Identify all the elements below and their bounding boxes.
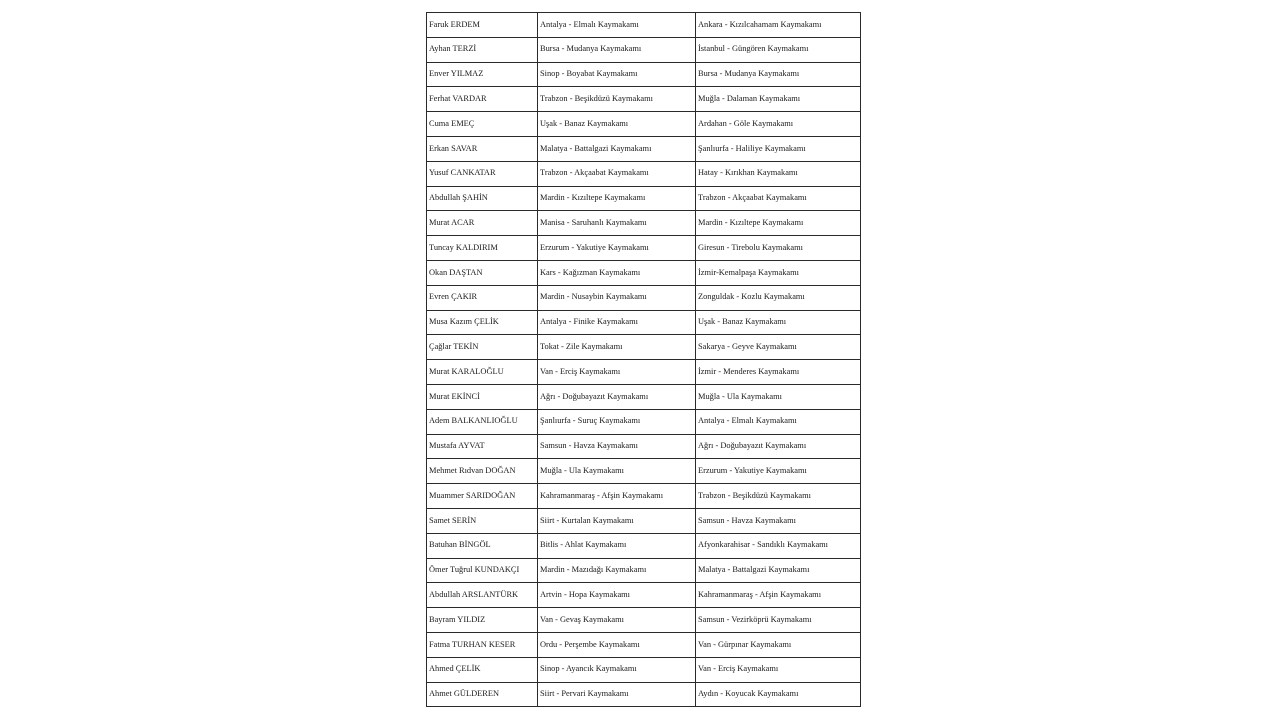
new-post-cell: Kahramanmaraş - Afşin Kaymakamı <box>696 583 861 608</box>
previous-post-cell: Muğla - Ula Kaymakamı <box>538 459 696 484</box>
table-row <box>427 335 861 360</box>
previous-post-cell: Van - Erciş Kaymakamı <box>538 360 696 385</box>
previous-post-cell: Şanlıurfa - Suruç Kaymakamı <box>538 409 696 434</box>
table-row <box>427 583 861 608</box>
person-name-cell: Enver YILMAZ <box>427 62 538 87</box>
table-row <box>427 409 861 434</box>
table-row <box>427 62 861 87</box>
new-post-cell: Muğla - Dalaman Kaymakamı <box>696 87 861 112</box>
new-post-cell: Trabzon - Beşikdüzü Kaymakamı <box>696 484 861 509</box>
new-post-cell: Van - Gürpınar Kaymakamı <box>696 632 861 657</box>
new-post-cell: Van - Erciş Kaymakamı <box>696 657 861 682</box>
previous-post-cell: Antalya - Finike Kaymakamı <box>538 310 696 335</box>
previous-post-cell: Kahramanmaraş - Afşin Kaymakamı <box>538 484 696 509</box>
new-post-cell: Antalya - Elmalı Kaymakamı <box>696 409 861 434</box>
new-post-cell: İstanbul - Güngören Kaymakamı <box>696 37 861 62</box>
table-row <box>427 112 861 137</box>
table-row <box>427 533 861 558</box>
table-row <box>427 285 861 310</box>
previous-post-cell: Manisa - Saruhanlı Kaymakamı <box>538 211 696 236</box>
previous-post-cell: Trabzon - Beşikdüzü Kaymakamı <box>538 87 696 112</box>
person-name-cell: Murat KARALOĞLU <box>427 360 538 385</box>
table-row <box>427 508 861 533</box>
new-post-cell: Trabzon - Akçaabat Kaymakamı <box>696 186 861 211</box>
table-row <box>427 608 861 633</box>
previous-post-cell: Antalya - Elmalı Kaymakamı <box>538 13 696 38</box>
person-name-cell: Musa Kazım ÇELİK <box>427 310 538 335</box>
person-name-cell: Batuhan BİNGÖL <box>427 533 538 558</box>
table-row <box>427 484 861 509</box>
new-post-cell: Erzurum - Yakutiye Kaymakamı <box>696 459 861 484</box>
person-name-cell: Cuma EMEÇ <box>427 112 538 137</box>
person-name-cell: Abdullah ŞAHİN <box>427 186 538 211</box>
person-name-cell: Evren ÇAKIR <box>427 285 538 310</box>
person-name-cell: Murat ACAR <box>427 211 538 236</box>
person-name-cell: Mehmet Rıdvan DOĞAN <box>427 459 538 484</box>
previous-post-cell: Ordu - Perşembe Kaymakamı <box>538 632 696 657</box>
person-name-cell: Ayhan TERZİ <box>427 37 538 62</box>
previous-post-cell: Sinop - Ayancık Kaymakamı <box>538 657 696 682</box>
new-post-cell: Malatya - Battalgazi Kaymakamı <box>696 558 861 583</box>
person-name-cell: Tuncay KALDIRIM <box>427 236 538 261</box>
table-row <box>427 260 861 285</box>
previous-post-cell: Mardin - Nusaybin Kaymakamı <box>538 285 696 310</box>
new-post-cell: Bursa - Mudanya Kaymakamı <box>696 62 861 87</box>
new-post-cell: Samsun - Havza Kaymakamı <box>696 508 861 533</box>
previous-post-cell: Trabzon - Akçaabat Kaymakamı <box>538 161 696 186</box>
previous-post-cell: Ağrı - Doğubayazıt Kaymakamı <box>538 384 696 409</box>
table-row <box>427 236 861 261</box>
new-post-cell: Aydın - Koyucak Kaymakamı <box>696 682 861 707</box>
previous-post-cell: Malatya - Battalgazi Kaymakamı <box>538 136 696 161</box>
person-name-cell: Erkan SAVAR <box>427 136 538 161</box>
previous-post-cell: Bitlis - Ahlat Kaymakamı <box>538 533 696 558</box>
previous-post-cell: Siirt - Pervari Kaymakamı <box>538 682 696 707</box>
new-post-cell: İzmir-Kemalpaşa Kaymakamı <box>696 260 861 285</box>
previous-post-cell: Kars - Kağızman Kaymakamı <box>538 260 696 285</box>
table-row <box>427 434 861 459</box>
person-name-cell: Samet SERİN <box>427 508 538 533</box>
person-name-cell: Bayram YILDIZ <box>427 608 538 633</box>
table-row <box>427 161 861 186</box>
table-row <box>427 37 861 62</box>
table-row <box>427 384 861 409</box>
previous-post-cell: Samsun - Havza Kaymakamı <box>538 434 696 459</box>
new-post-cell: Şanlıurfa - Haliliye Kaymakamı <box>696 136 861 161</box>
person-name-cell: Murat EKİNCİ <box>427 384 538 409</box>
previous-post-cell: Bursa - Mudanya Kaymakamı <box>538 37 696 62</box>
person-name-cell: Ferhat VARDAR <box>427 87 538 112</box>
previous-post-cell: Erzurum - Yakutiye Kaymakamı <box>538 236 696 261</box>
previous-post-cell: Mardin - Mazıdağı Kaymakamı <box>538 558 696 583</box>
table-row <box>427 558 861 583</box>
appointments-table-body <box>427 13 861 707</box>
new-post-cell: Uşak - Banaz Kaymakamı <box>696 310 861 335</box>
person-name-cell: Fatma TURHAN KESER <box>427 632 538 657</box>
new-post-cell: Sakarya - Geyve Kaymakamı <box>696 335 861 360</box>
new-post-cell: İzmir - Menderes Kaymakamı <box>696 360 861 385</box>
table-row <box>427 310 861 335</box>
person-name-cell: Çağlar TEKİN <box>427 335 538 360</box>
person-name-cell: Ömer Tuğrul KUNDAKÇI <box>427 558 538 583</box>
table-row <box>427 211 861 236</box>
person-name-cell: Adem BALKANLIOĞLU <box>427 409 538 434</box>
previous-post-cell: Uşak - Banaz Kaymakamı <box>538 112 696 137</box>
appointments-table <box>426 12 861 707</box>
table-row <box>427 186 861 211</box>
person-name-cell: Yusuf CANKATAR <box>427 161 538 186</box>
table-row <box>427 136 861 161</box>
new-post-cell: Ankara - Kızılcahamam Kaymakamı <box>696 13 861 38</box>
new-post-cell: Afyonkarahisar - Sandıklı Kaymakamı <box>696 533 861 558</box>
table-row <box>427 632 861 657</box>
person-name-cell: Okan DAŞTAN <box>427 260 538 285</box>
previous-post-cell: Siirt - Kurtalan Kaymakamı <box>538 508 696 533</box>
table-row <box>427 13 861 38</box>
previous-post-cell: Sinop - Boyabat Kaymakamı <box>538 62 696 87</box>
new-post-cell: Hatay - Kırıkhan Kaymakamı <box>696 161 861 186</box>
new-post-cell: Giresun - Tirebolu Kaymakamı <box>696 236 861 261</box>
new-post-cell: Mardin - Kızıltepe Kaymakamı <box>696 211 861 236</box>
new-post-cell: Zonguldak - Kozlu Kaymakamı <box>696 285 861 310</box>
person-name-cell: Faruk ERDEM <box>427 13 538 38</box>
new-post-cell: Muğla - Ula Kaymakamı <box>696 384 861 409</box>
table-row <box>427 657 861 682</box>
previous-post-cell: Tokat - Zile Kaymakamı <box>538 335 696 360</box>
table-row <box>427 360 861 385</box>
person-name-cell: Ahmed ÇELİK <box>427 657 538 682</box>
table-row <box>427 87 861 112</box>
person-name-cell: Muammer SARIDOĞAN <box>427 484 538 509</box>
new-post-cell: Samsun - Vezirköprü Kaymakamı <box>696 608 861 633</box>
new-post-cell: Ağrı - Doğubayazıt Kaymakamı <box>696 434 861 459</box>
person-name-cell: Ahmet GÜLDEREN <box>427 682 538 707</box>
table-row <box>427 459 861 484</box>
new-post-cell: Ardahan - Göle Kaymakamı <box>696 112 861 137</box>
previous-post-cell: Mardin - Kızıltepe Kaymakamı <box>538 186 696 211</box>
table-row <box>427 682 861 707</box>
previous-post-cell: Artvin - Hopa Kaymakamı <box>538 583 696 608</box>
previous-post-cell: Van - Gevaş Kaymakamı <box>538 608 696 633</box>
person-name-cell: Mustafa AYVAT <box>427 434 538 459</box>
person-name-cell: Abdullah ARSLANTÜRK <box>427 583 538 608</box>
